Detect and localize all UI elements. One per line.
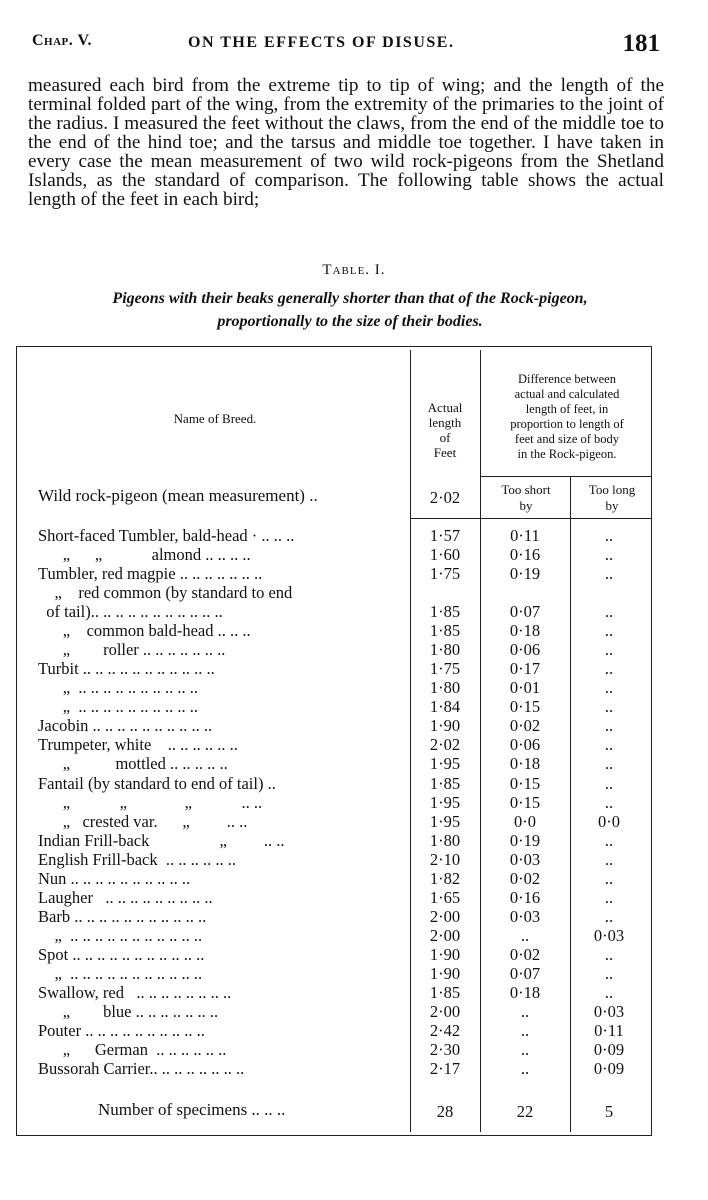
actual-length: 2·02 <box>429 735 461 755</box>
totals-short: 22 <box>516 1102 534 1121</box>
breed-name: Tumbler, red magpie .. .. .. .. .. .. .. <box>38 564 263 584</box>
breed-name: „ roller .. .. .. .. .. .. .. <box>38 640 226 660</box>
breed-name: English Frill-back .. .. .. .. .. .. <box>38 849 236 869</box>
too-short: 0·06 <box>509 735 541 755</box>
too-long: .. <box>604 944 614 964</box>
table-row <box>0 545 708 563</box>
too-long: .. <box>604 792 614 812</box>
breed-name: „ German .. .. .. .. .. .. <box>38 1040 227 1060</box>
breed-name: Nun .. .. .. .. .. .. .. .. .. .. <box>38 868 191 888</box>
too-short: 0·16 <box>509 887 541 907</box>
too-short: 0·07 <box>509 963 541 983</box>
table-row <box>0 621 708 639</box>
too-long: 0·0 <box>598 811 620 831</box>
actual-length: 1·85 <box>429 982 461 1002</box>
table-row <box>0 793 708 811</box>
breed-name: Bussorah Carrier.. .. .. .. .. .. .. .. <box>38 1059 245 1079</box>
breed-name: „ „ almond .. .. .. .. <box>38 545 251 565</box>
too-short: 0·15 <box>509 773 541 793</box>
table-row <box>0 754 708 772</box>
actual-length: 2·10 <box>429 849 461 869</box>
table-row <box>0 888 708 906</box>
header-line: Too long <box>588 482 636 497</box>
table-row <box>0 869 708 887</box>
too-short: .. <box>520 1002 530 1021</box>
breed-name: „ .. .. .. .. .. .. .. .. .. .. <box>38 678 198 698</box>
table-row <box>0 583 708 601</box>
too-long: .. <box>604 963 614 983</box>
actual-length: 1·90 <box>429 944 461 964</box>
table-row <box>0 1021 708 1039</box>
running-title: ON THE EFFECTS OF DISUSE. <box>188 34 455 51</box>
header-line: by <box>605 498 619 513</box>
actual-length: 1·85 <box>429 621 461 641</box>
chapter-label: Chap. V. <box>32 32 92 49</box>
table-row <box>0 926 708 944</box>
too-long: .. <box>604 659 614 679</box>
table-row <box>0 1059 708 1077</box>
actual-length: 2·00 <box>429 906 461 926</box>
actual-length: 1·75 <box>429 659 461 679</box>
actual-length: 2·00 <box>429 925 461 945</box>
header-line: Feet <box>433 445 457 460</box>
too-short: 0·19 <box>509 830 541 850</box>
too-short: 0·06 <box>509 640 541 660</box>
too-long: .. <box>604 982 614 1002</box>
too-long: .. <box>604 868 614 888</box>
table-row <box>0 640 708 658</box>
too-short: 0·11 <box>510 526 540 545</box>
table-row <box>0 564 708 582</box>
table-row <box>0 1040 708 1058</box>
table-caption-line: Pigeons with their beaks generally shorter than that of the Rock-pigeon, <box>112 290 588 307</box>
too-short: 0·18 <box>509 982 541 1002</box>
too-long: 0·09 <box>593 1059 625 1079</box>
actual-length: 1·85 <box>429 773 461 793</box>
too-long: 0·09 <box>593 1040 625 1060</box>
header-line: proportion to length of <box>510 417 624 431</box>
too-long: .. <box>604 697 614 717</box>
actual-length: 1·80 <box>429 830 461 850</box>
too-short: 0·03 <box>509 849 541 869</box>
totals-actual: 28 <box>436 1102 454 1121</box>
too-short: .. <box>520 1040 530 1060</box>
breed-name: „ .. .. .. .. .. .. .. .. .. .. <box>38 697 198 717</box>
table-row <box>0 602 708 620</box>
too-long: .. <box>604 735 614 755</box>
actual-length: 1·82 <box>429 868 461 888</box>
breed-name: „ .. .. .. .. .. .. .. .. .. .. .. <box>38 925 203 945</box>
too-short: .. <box>520 925 530 945</box>
too-short: 0·18 <box>509 754 541 774</box>
table-row <box>0 812 708 830</box>
actual-length: 1·65 <box>429 887 461 907</box>
actual-length: 1·57 <box>429 526 461 545</box>
table-title: Table. I. <box>322 262 386 278</box>
too-short: 0·02 <box>509 868 541 888</box>
body-paragraph: measured each bird from the extreme tip to tip of wing; and the length of the terminal folded part of the wing, from the extremity of the primaries to the joint of the radius. I measured the feet without the claws, from the end of the middle toe to the end of the hind toe; and the tarsus and middle toe together. I have taken in every case the mean measurement of two wild rock-pigeons from the Shetland Islands, as the standard of comparison. The following table shows the actual length of the feet in each bird; <box>28 75 664 210</box>
header-line: Too short <box>501 482 551 497</box>
too-long: .. <box>604 640 614 660</box>
totals-label: Number of specimens .. .. .. <box>98 1100 286 1119</box>
breed-name: „ blue .. .. .. .. .. .. .. <box>38 1002 219 1021</box>
too-long: 0·03 <box>593 1002 625 1021</box>
table-row <box>0 850 708 868</box>
too-long: .. <box>604 526 614 545</box>
too-long: .. <box>604 564 614 584</box>
table-row <box>0 907 708 925</box>
header-line: of <box>439 430 451 445</box>
actual-length: 1·95 <box>429 811 461 831</box>
too-short: 0·15 <box>509 697 541 717</box>
table-row <box>0 526 708 544</box>
too-long: .. <box>604 906 614 926</box>
standard-actual: 2·02 <box>429 488 461 507</box>
breed-name: „ .. .. .. .. .. .. .. .. .. .. .. <box>38 963 203 983</box>
table-row <box>0 945 708 963</box>
too-long: .. <box>604 602 614 622</box>
actual-length: 1·75 <box>429 564 461 584</box>
too-short: 0·18 <box>509 621 541 641</box>
header-line: in the Rock-pigeon. <box>517 447 617 461</box>
breed-name: Laugher .. .. .. .. .. .. .. .. .. <box>38 887 213 907</box>
table-row <box>0 716 708 734</box>
actual-length: 1·84 <box>429 697 461 717</box>
too-long: .. <box>604 754 614 774</box>
actual-length: 1·95 <box>429 792 461 812</box>
too-short: 0·03 <box>509 906 541 926</box>
header-line: length <box>428 415 462 430</box>
too-short: .. <box>520 1059 530 1079</box>
too-long: .. <box>604 545 614 565</box>
too-long: .. <box>604 621 614 641</box>
too-short: 0·07 <box>509 602 541 622</box>
header-line: by <box>519 498 533 513</box>
breed-name: Spot .. .. .. .. .. .. .. .. .. .. .. <box>38 944 205 964</box>
actual-length: 1·85 <box>429 602 461 622</box>
page-number: 181 <box>622 30 660 57</box>
breed-name: Short-faced Tumbler, bald-head · .. .. .. <box>38 526 295 545</box>
header-line: actual and calculated <box>514 387 620 401</box>
too-long: .. <box>604 678 614 698</box>
table-row <box>0 735 708 753</box>
too-short: .. <box>520 1021 530 1041</box>
breed-name: Fantail (by standard to end of tail) .. <box>38 773 276 793</box>
breed-name: Turbit .. .. .. .. .. .. .. .. .. .. .. <box>38 659 215 679</box>
actual-length: 1·80 <box>429 678 461 698</box>
breed-name: „ „ „ .. .. <box>38 792 263 812</box>
breed-name: Trumpeter, white .. .. .. .. .. .. <box>38 735 238 755</box>
table-row <box>0 659 708 677</box>
header-line: Difference between <box>518 372 616 386</box>
actual-length: 2·30 <box>429 1040 461 1060</box>
actual-length: 1·80 <box>429 640 461 660</box>
too-short: 0·15 <box>509 792 541 812</box>
breed-name: Indian Frill-back „ .. .. <box>38 830 285 850</box>
table-row <box>0 774 708 792</box>
header-line: Actual <box>427 400 463 415</box>
table-row <box>0 964 708 982</box>
breed-name: Swallow, red .. .. .. .. .. .. .. .. <box>38 982 232 1002</box>
breed-name: Barb .. .. .. .. .. .. .. .. .. .. .. <box>38 906 207 926</box>
header-line: feet and size of body <box>514 432 620 446</box>
actual-length: 2·00 <box>429 1002 461 1021</box>
header-name-of-breed: Name of Breed. <box>173 411 257 426</box>
too-short: 0·02 <box>509 716 541 736</box>
too-long: .. <box>604 716 614 736</box>
table-row <box>0 678 708 696</box>
too-short: 0·01 <box>509 678 541 698</box>
actual-length: 1·90 <box>429 716 461 736</box>
table-row <box>0 983 708 1001</box>
actual-length: 1·60 <box>429 545 461 565</box>
too-short: 0·19 <box>509 564 541 584</box>
breed-name: Pouter .. .. .. .. .. .. .. .. .. .. <box>38 1021 205 1041</box>
table-caption-line: proportionally to the size of their bodies. <box>217 313 483 330</box>
too-long: .. <box>604 773 614 793</box>
breed-name: „ mottled .. .. .. .. .. <box>38 754 228 774</box>
breed-name: „ red common (by standard to end <box>38 583 293 603</box>
too-long: 0·03 <box>593 925 625 945</box>
too-long: 0·11 <box>594 1021 624 1041</box>
too-long: .. <box>604 830 614 850</box>
breed-name: of tail).. .. .. .. .. .. .. .. .. .. .. <box>38 602 223 622</box>
breed-name: „ crested var. „ .. .. <box>38 811 248 831</box>
too-long: .. <box>604 887 614 907</box>
breed-name: „ common bald-head .. .. .. <box>38 621 251 641</box>
too-short: 0·0 <box>514 811 536 831</box>
table-row <box>0 831 708 849</box>
too-short: 0·02 <box>509 944 541 964</box>
breed-name: Jacobin .. .. .. .. .. .. .. .. .. .. <box>38 716 213 736</box>
actual-length: 2·17 <box>429 1059 461 1079</box>
totals-long: 5 <box>604 1102 614 1121</box>
too-short: 0·16 <box>509 545 541 565</box>
actual-length: 1·95 <box>429 754 461 774</box>
standard-name: Wild rock-pigeon (mean measurement) .. <box>38 486 318 505</box>
header-line: length of feet, in <box>525 402 609 416</box>
table-row <box>0 697 708 715</box>
actual-length: 1·90 <box>429 963 461 983</box>
too-short: 0·17 <box>509 659 541 679</box>
too-long: .. <box>604 849 614 869</box>
actual-length: 2·42 <box>429 1021 461 1041</box>
table-row <box>0 1002 708 1020</box>
